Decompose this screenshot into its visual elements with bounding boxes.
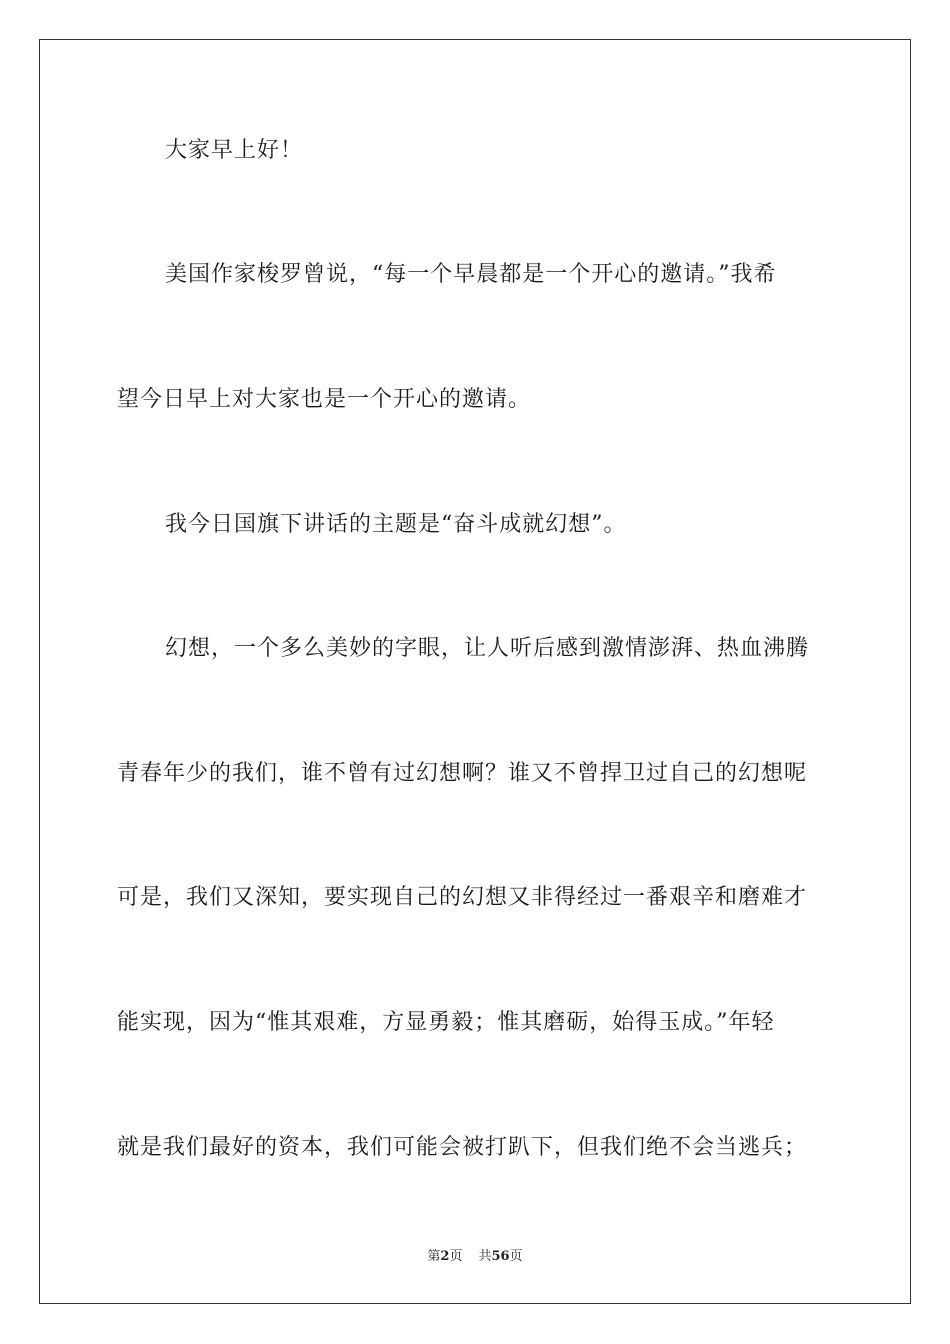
page-prefix: 第	[427, 1249, 441, 1264]
page-footer	[0, 1248, 950, 1266]
paragraph-line-6: 可是，我们又深知，要实现自己的幻想又非得经过一番艰辛和磨难才	[117, 885, 808, 910]
paragraph-line-4: 幻想，一个多么美妙的字眼，让人听后感到激情澎湃、热血沸腾	[165, 636, 810, 661]
paragraph-line-3: 我今日国旗下讲话的主题是“奋斗成就幻想”。	[165, 512, 627, 537]
total-pages: 56	[491, 1249, 510, 1264]
paragraph-line-8: 就是我们最好的资本，我们可能会被打趴下，但我们绝不会当逃兵；	[117, 1135, 808, 1160]
paragraph-line-5: 青春年少的我们，谁不曾有过幻想啊？谁又不曾捍卫过自己的幻想呢	[117, 761, 808, 786]
page-border	[39, 39, 911, 1304]
paragraph-greeting: 大家早上好！	[165, 138, 304, 163]
paragraph-line-7: 能实现，因为“惟其艰难，方显勇毅；惟其磨砺，始得玉成。”年轻	[117, 1010, 775, 1035]
total-suffix: 页	[509, 1249, 523, 1264]
total-prefix: 共	[478, 1249, 492, 1264]
page-number: 2	[440, 1249, 450, 1264]
page-suffix: 页	[449, 1249, 463, 1264]
paragraph-line-1: 美国作家梭罗曾说，“每一个早晨都是一个开心的邀请。”我希	[165, 262, 777, 287]
paragraph-line-2: 望今日早上对大家也是一个开心的邀请。	[117, 387, 532, 412]
